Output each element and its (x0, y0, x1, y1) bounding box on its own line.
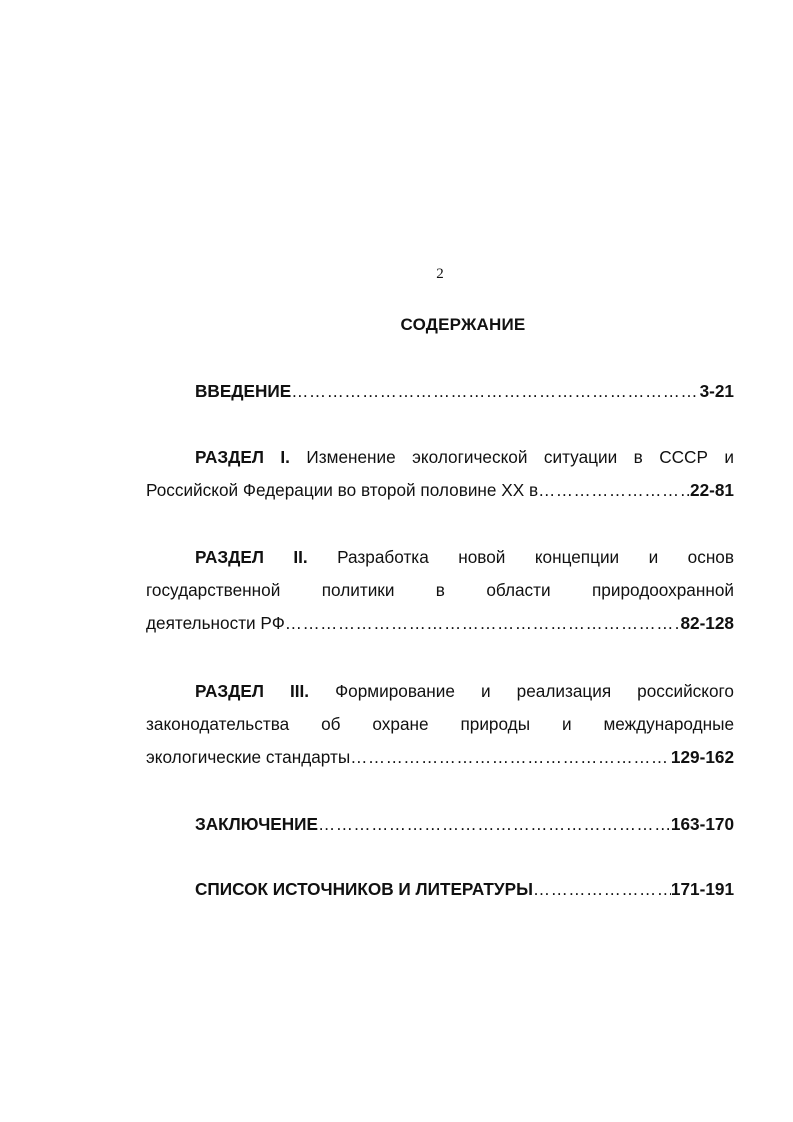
toc-intro-pages: 3-21 (699, 381, 734, 401)
toc-section-2-line3: деятельности РФ (146, 613, 285, 633)
leader-dots (533, 873, 671, 906)
toc-entry-sources[interactable] (146, 873, 734, 906)
toc-section-2-pages: 82-128 (680, 613, 734, 633)
toc-section-2-line1: Разработка новой концепции и основ (337, 547, 734, 567)
toc-conclusion-pages: 163-170 (670, 814, 734, 834)
toc-section-1-line2: Российской Федерации во второй половине XX в (146, 480, 539, 500)
toc-entry-conclusion[interactable] (146, 808, 734, 841)
toc-section-3-pages: 129-162 (670, 747, 734, 767)
leader-dots (538, 474, 690, 507)
toc-sources-pages: 171-191 (670, 879, 734, 899)
toc-section-3-line2: законодательства об охране природы и международные (146, 714, 734, 734)
leader-dots (291, 375, 699, 408)
leader-dots (350, 741, 671, 774)
toc-intro-label: ВВЕДЕНИЕ (195, 381, 292, 401)
toc-section-1-label: РАЗДЕЛ I. (195, 447, 290, 467)
toc-section-1-line1: Изменение экологической ситуации в СССР и (306, 447, 734, 467)
toc-section-3-line1: Формирование и реализация российского (335, 681, 734, 701)
toc-entry-section-2[interactable] (146, 541, 734, 640)
toc-entry-section-1[interactable] (146, 441, 734, 507)
page-title: СОДЕРЖАНИЕ (400, 315, 526, 334)
leader-dots (318, 808, 671, 841)
toc-section-2-label: РАЗДЕЛ II. (195, 547, 308, 567)
leader-dots (285, 607, 681, 640)
toc-entry-intro[interactable] (146, 375, 734, 408)
toc-section-3-line3: экологические стандарты (146, 747, 351, 767)
toc-entry-section-3[interactable] (146, 675, 734, 774)
toc-section-3-label: РАЗДЕЛ III. (195, 681, 310, 701)
toc-section-1-pages: 22-81 (690, 480, 734, 500)
page-number: 2 (436, 266, 444, 282)
toc-sources-label: СПИСОК ИСТОЧНИКОВ И ЛИТЕРАТУРЫ (195, 879, 533, 899)
toc-section-2-line2: государственной политики в области природоохранной (146, 580, 734, 600)
toc-conclusion-label: ЗАКЛЮЧЕНИЕ (195, 814, 318, 834)
